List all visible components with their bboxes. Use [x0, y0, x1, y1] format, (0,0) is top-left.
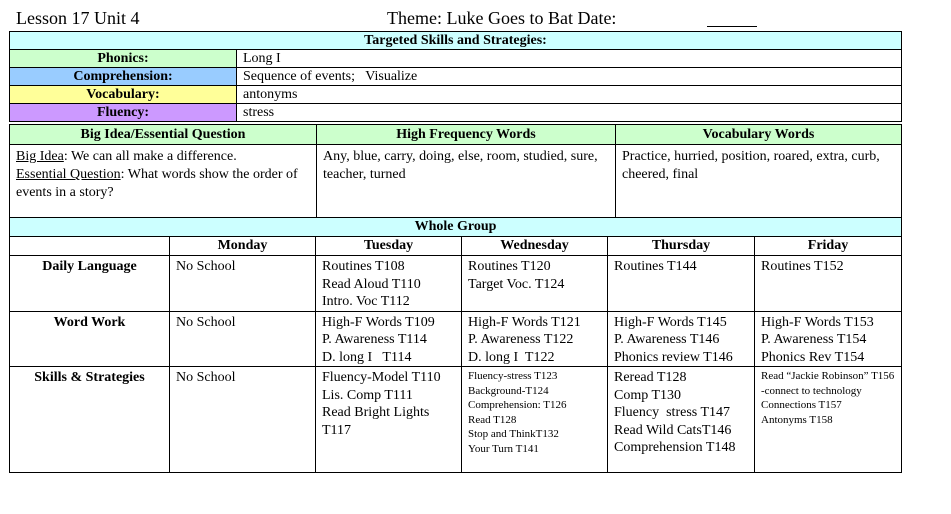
cell-monday — [170, 256, 316, 312]
cell-line: Fluency-Model T110 — [322, 370, 441, 385]
page-header — [10, 8, 900, 30]
cell-line: P. Awareness T154 — [761, 332, 867, 347]
cell-line: Connections T157 — [761, 399, 842, 411]
phonics-value: Long I — [237, 50, 902, 68]
cell-line: D. long I T122 — [468, 349, 555, 365]
theme-title: Theme: Luke Goes to Bat Date: — [387, 8, 617, 28]
row-label: Skills & Strategies — [10, 367, 170, 473]
vocabulary-label: Vocabulary: — [10, 86, 237, 104]
cell-line: Background-T124 — [468, 384, 549, 397]
cell-wednesday — [462, 311, 608, 367]
cell-monday — [170, 367, 316, 473]
cell-thursday — [608, 367, 755, 473]
cell-line: No School — [176, 259, 236, 274]
essential-question-text: : What words show the order of events in a story? — [16, 167, 298, 200]
cell-line: P. Awareness T122 — [468, 332, 574, 347]
cell-thursday — [608, 311, 755, 367]
row-daily-language — [10, 256, 902, 312]
row-label: Word Work — [10, 311, 170, 367]
cell-line: Your Turn T141 — [468, 442, 539, 455]
cell-friday — [755, 256, 902, 312]
essential-question-label: Essential Question — [16, 167, 121, 182]
cell-line: Read Aloud T110 — [322, 276, 421, 292]
cell-line: Phonics Rev T154 — [761, 349, 865, 365]
cell-line: Read Bright Lights T117 — [322, 405, 430, 438]
cell-line: Routines T152 — [761, 259, 844, 274]
date-blank-line — [707, 26, 757, 27]
skills-table — [9, 31, 902, 122]
hf-words-header: High Frequency Words — [317, 125, 616, 145]
cell-line: Comprehension: T126 — [468, 399, 567, 411]
skill-row-comprehension — [10, 68, 902, 86]
cell-line: Comprehension T148 — [614, 440, 736, 455]
cell-monday — [170, 311, 316, 367]
cell-line: No School — [176, 370, 236, 385]
cell-line: D. long I T114 — [322, 349, 412, 365]
row-skills-strategies — [10, 367, 902, 473]
cell-tuesday — [316, 256, 462, 312]
cell-wednesday — [462, 256, 608, 312]
cell-line: Target Voc. T124 — [468, 276, 565, 292]
cell-line: Reread T128 — [614, 370, 687, 385]
comprehension-label: Comprehension: — [10, 68, 237, 86]
fluency-label: Fluency: — [10, 104, 237, 122]
day-header-tuesday: Tuesday — [316, 237, 462, 256]
cell-tuesday — [316, 311, 462, 367]
skill-row-phonics — [10, 50, 902, 68]
cell-line: Stop and ThinkT132 — [468, 428, 559, 440]
phonics-label: Phonics: — [10, 50, 237, 68]
day-header-friday: Friday — [755, 237, 902, 256]
whole-group-banner: Whole Group — [10, 218, 902, 237]
row-label: Daily Language — [10, 256, 170, 312]
row-word-work — [10, 311, 902, 367]
cell-line: Routines T120 — [468, 259, 551, 274]
skills-banner: Targeted Skills and Strategies: — [10, 32, 902, 50]
cell-wednesday — [462, 367, 608, 473]
cell-line: Antonyms T158 — [761, 413, 833, 426]
day-header-wednesday: Wednesday — [462, 237, 608, 256]
cell-line: Intro. Voc T112 — [322, 294, 410, 309]
cell-line: Comp T130 — [614, 387, 682, 403]
vocab-words-cell: Practice, hurried, position, roared, extra, curb, cheered, final — [616, 145, 902, 221]
day-header-thursday: Thursday — [608, 237, 755, 256]
cell-line: P. Awareness T114 — [322, 332, 427, 347]
cell-line: High-F Words T109 — [322, 314, 435, 330]
cell-line: P. Awareness T146 — [614, 332, 720, 347]
cell-line: -connect to technology — [761, 384, 862, 397]
vocabulary-value: antonyms — [237, 86, 902, 104]
cell-friday — [755, 311, 902, 367]
cell-line: Read Wild CatsT146 — [614, 422, 732, 438]
ideas-table — [9, 124, 902, 221]
cell-line: Routines T108 — [322, 259, 405, 274]
cell-thursday — [608, 256, 755, 312]
cell-line: Read T128 — [468, 413, 517, 426]
cell-line: No School — [176, 314, 236, 330]
cell-line: High-F Words T121 — [468, 314, 581, 330]
big-idea-label: Big Idea — [16, 149, 64, 164]
big-idea-text: : We can all make a difference. — [63, 149, 237, 164]
cell-line: Fluency-stress T123 — [468, 370, 558, 382]
cell-friday — [755, 367, 902, 473]
cell-line: Read “Jackie Robinson” T156 — [761, 370, 895, 382]
big-idea-cell — [10, 145, 317, 221]
big-idea-header: Big Idea/Essential Question — [10, 125, 317, 145]
hf-words-cell: Any, blue, carry, doing, else, room, studied, sure, teacher, turned — [317, 145, 616, 221]
cell-line: High-F Words T145 — [614, 314, 727, 330]
whole-group-table — [9, 217, 902, 473]
cell-line: High-F Words T153 — [761, 314, 874, 330]
cell-tuesday — [316, 367, 462, 473]
cell-line: Phonics review T146 — [614, 349, 733, 365]
cell-line: Routines T144 — [614, 259, 697, 274]
skill-row-fluency — [10, 104, 902, 122]
corner-cell — [10, 237, 170, 256]
cell-line: Fluency stress T147 — [614, 405, 731, 420]
fluency-value: stress — [237, 104, 902, 122]
vocab-words-header: Vocabulary Words — [616, 125, 902, 145]
skill-row-vocabulary — [10, 86, 902, 104]
cell-line: Lis. Comp T111 — [322, 387, 413, 403]
comprehension-value: Sequence of events; Visualize — [237, 68, 902, 86]
lesson-title: Lesson 17 Unit 4 — [16, 8, 140, 28]
day-header-monday: Monday — [170, 237, 316, 256]
